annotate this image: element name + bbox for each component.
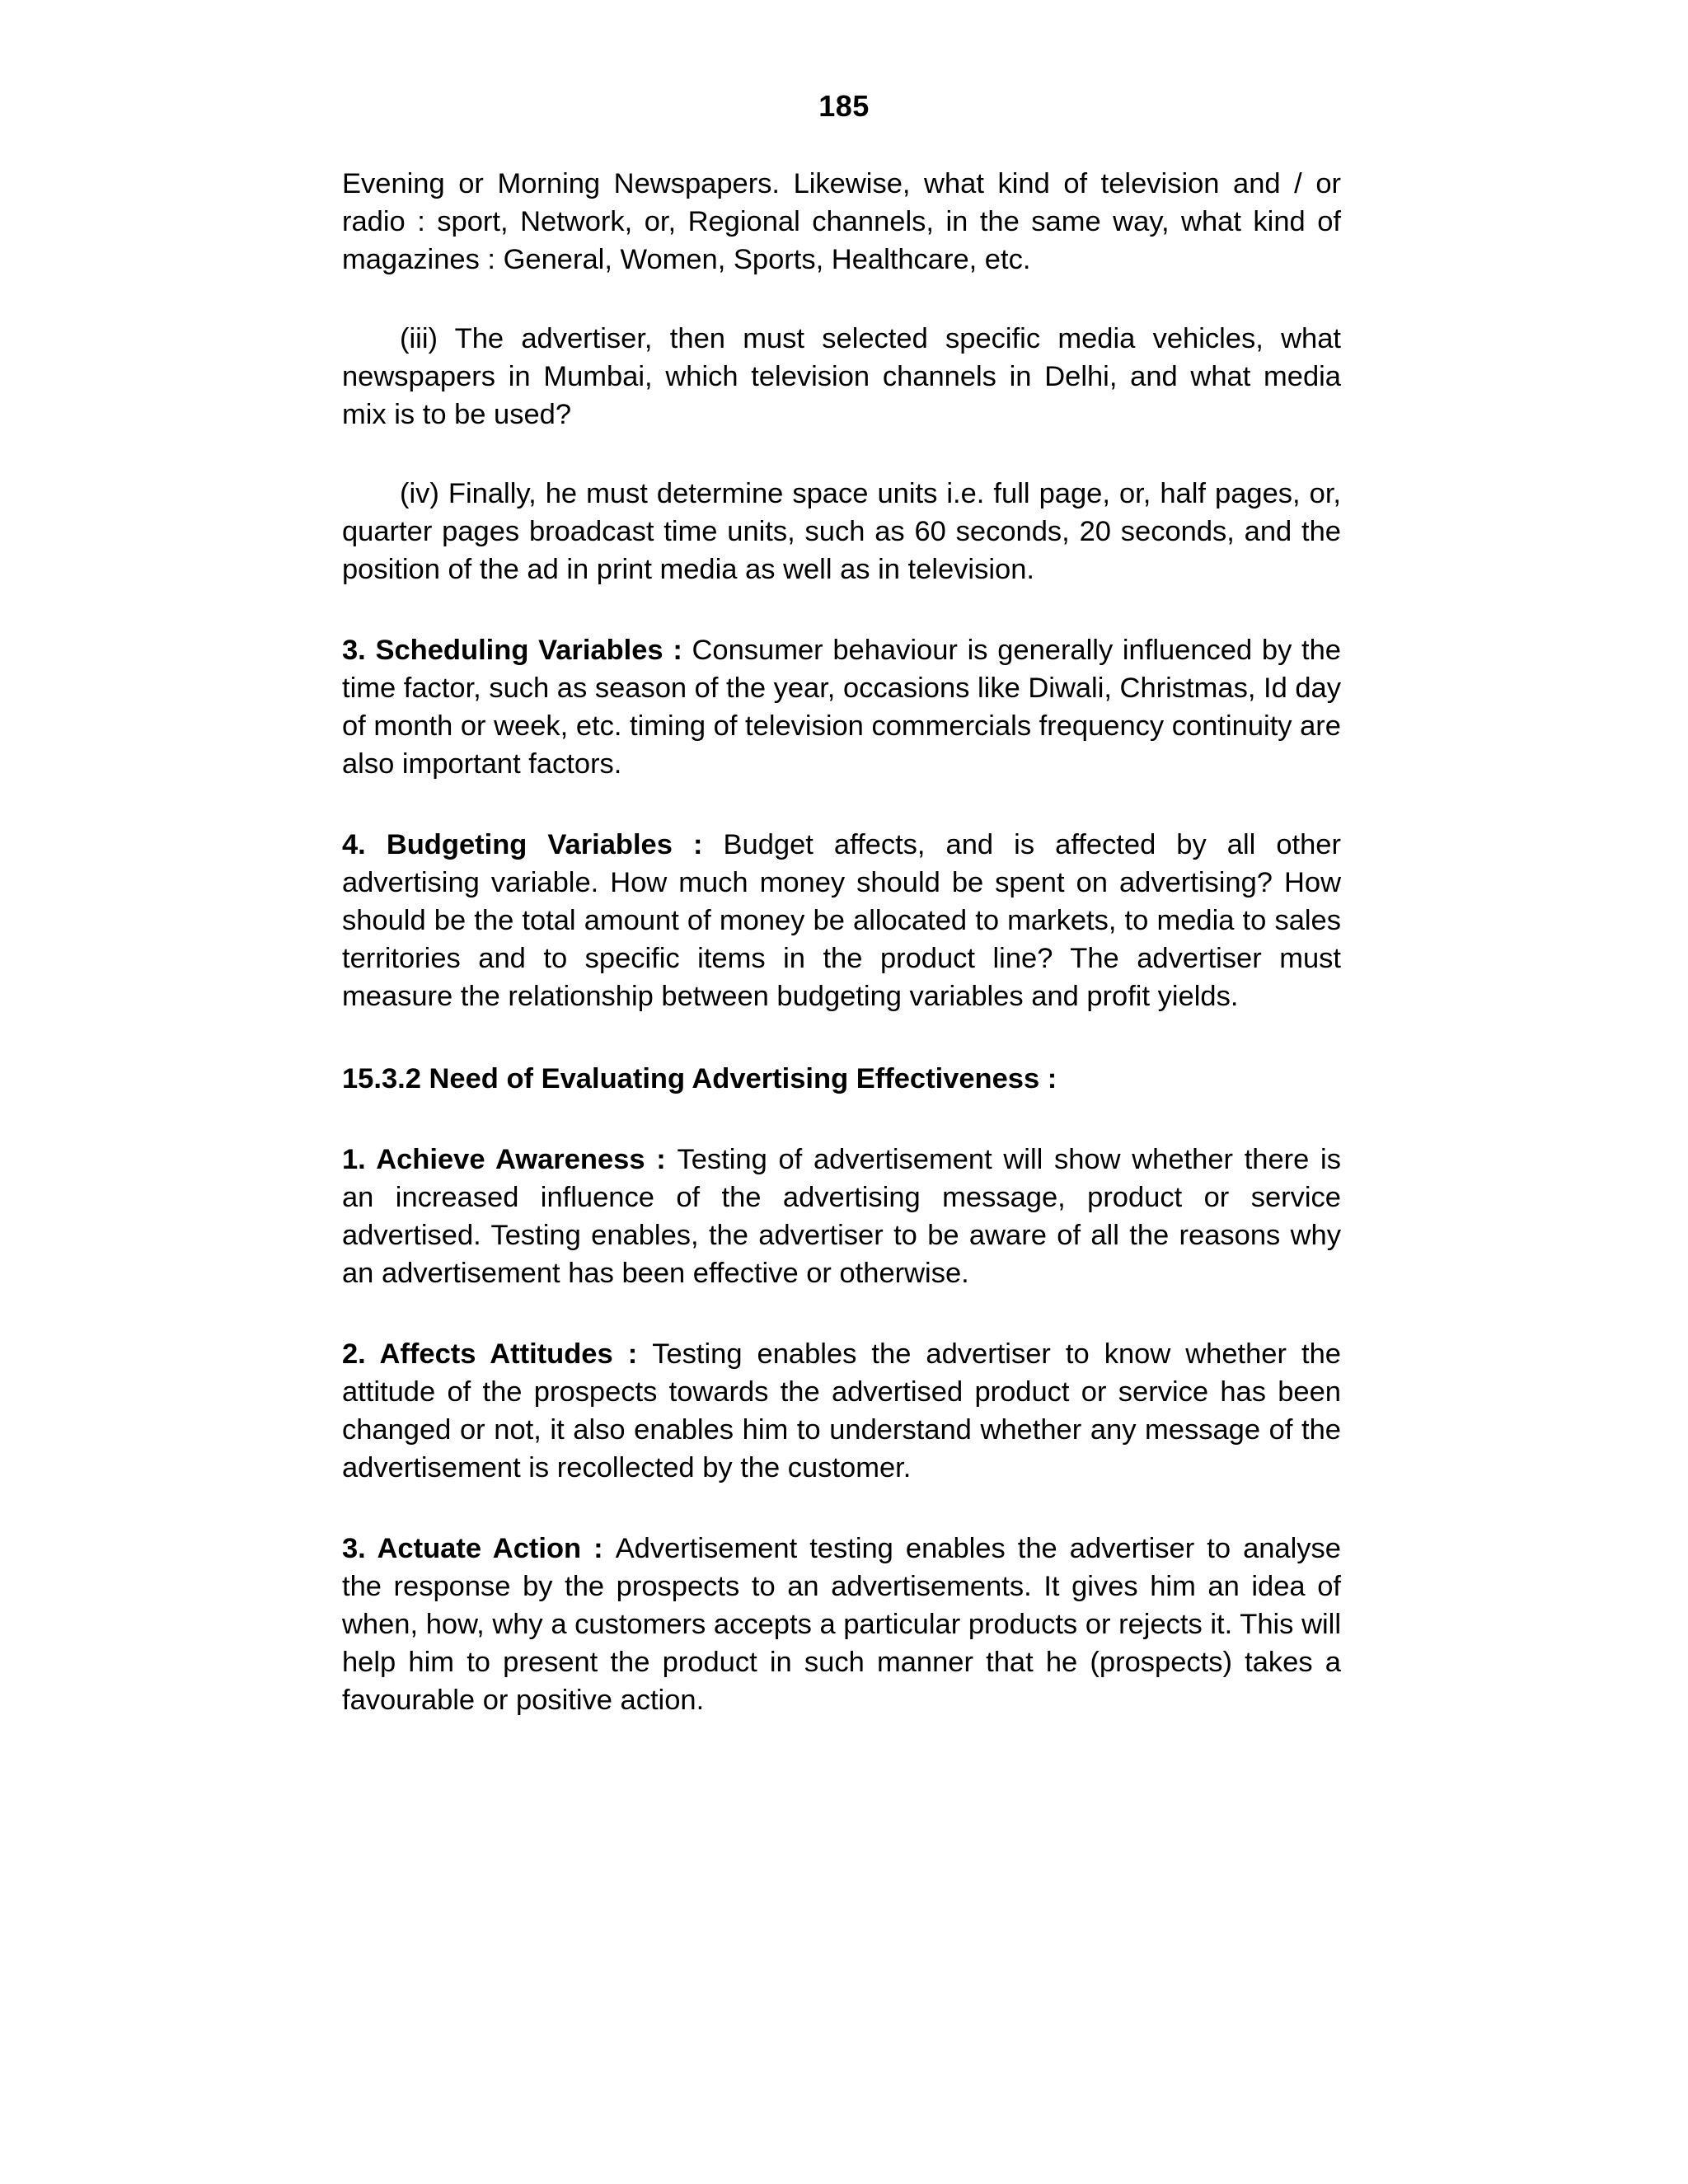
achieve-awareness-colon: : xyxy=(645,1144,678,1175)
scheduling-variables-colon: : xyxy=(663,635,692,666)
budgeting-variables-label: 4. Budgeting Variables xyxy=(342,829,673,860)
budgeting-variables-text: Budget affects, and is affected by all other advertising variable. How much money should be spent on advertising? How should be the total amount of money be allocated to markets, to media to sales territories and to specific items in the product line? The advertiser must measure the relationship between budgeting variables and profit yields. xyxy=(342,829,1341,1012)
page-number: 185 xyxy=(818,89,870,123)
achieve-awareness-text: Testing of advertisement will show whether there is an increased influence of the advertising message, product or service advertised. Testing enables, the advertiser to be aware of all the reasons why an advertisement has been effective or otherwise. xyxy=(342,1144,1341,1289)
achieve-awareness-label: 1. Achieve Awareness xyxy=(342,1144,645,1175)
affects-attitudes-colon: : xyxy=(612,1338,653,1370)
paragraph-iii-media-vehicles: (iii) The advertiser, then must selected specific media vehicles, what newspapers in Mumbai, which television channels in Delhi, and what media mix is to be used? xyxy=(342,323,1341,430)
actuate-action-text: Advertisement testing enables the advertiser to analyse the response by the prospects to an advertisements. It gives him an idea of when, how, why a customers accepts a particular products or rejects it. This will help him to present the product in such manner that he (prospects) takes a favourable or positive action. xyxy=(342,1533,1341,1716)
scheduling-variables-text: Consumer behaviour is generally influenced by the time factor, such as season of the year, occasions like Diwali, Christmas, Id day of month or week, etc. timing of television commercials frequency continuity are also important factors. xyxy=(342,635,1341,780)
paragraph-iv-space-units: (iv) Finally, he must determine space units i.e. full page, or, half pages, or, quarter pages broadcast time units, such as 60 seconds, 20 seconds, and the position of the ad in print media as well as in television. xyxy=(342,478,1341,585)
page-content-column xyxy=(342,165,1341,1719)
budgeting-variables-colon: : xyxy=(672,829,724,860)
scheduling-variables-label: 3. Scheduling Variables xyxy=(342,635,663,666)
paragraph-budgeting-variables xyxy=(342,826,1341,1015)
paragraph-achieve-awareness xyxy=(342,1141,1341,1292)
section-heading-15-3-2: 15.3.2 Need of Evaluating Advertising Effectiveness : xyxy=(342,1063,1057,1094)
actuate-action-colon: : xyxy=(581,1533,616,1564)
actuate-action-label: 3. Actuate Action xyxy=(342,1533,582,1564)
affects-attitudes-label: 2. Affects Attitudes xyxy=(342,1338,613,1370)
paragraph-affects-attitudes xyxy=(342,1335,1341,1487)
affects-attitudes-text: Testing enables the advertiser to know whether the attitude of the prospects towards the advertised product or service has been changed or not, it also enables him to understand whether any message of the advertisement is recollected by the customer. xyxy=(342,1338,1341,1483)
paragraph-newspapers-media: Evening or Morning Newspapers. Likewise, what kind of television and / or radio : sport, Network, or, Regional channels, in the same way, what kind of magazines : General, Women, Sports, Healthcare, etc. xyxy=(342,168,1341,275)
paragraph-actuate-action xyxy=(342,1530,1341,1719)
paragraph-scheduling-variables xyxy=(342,631,1341,783)
